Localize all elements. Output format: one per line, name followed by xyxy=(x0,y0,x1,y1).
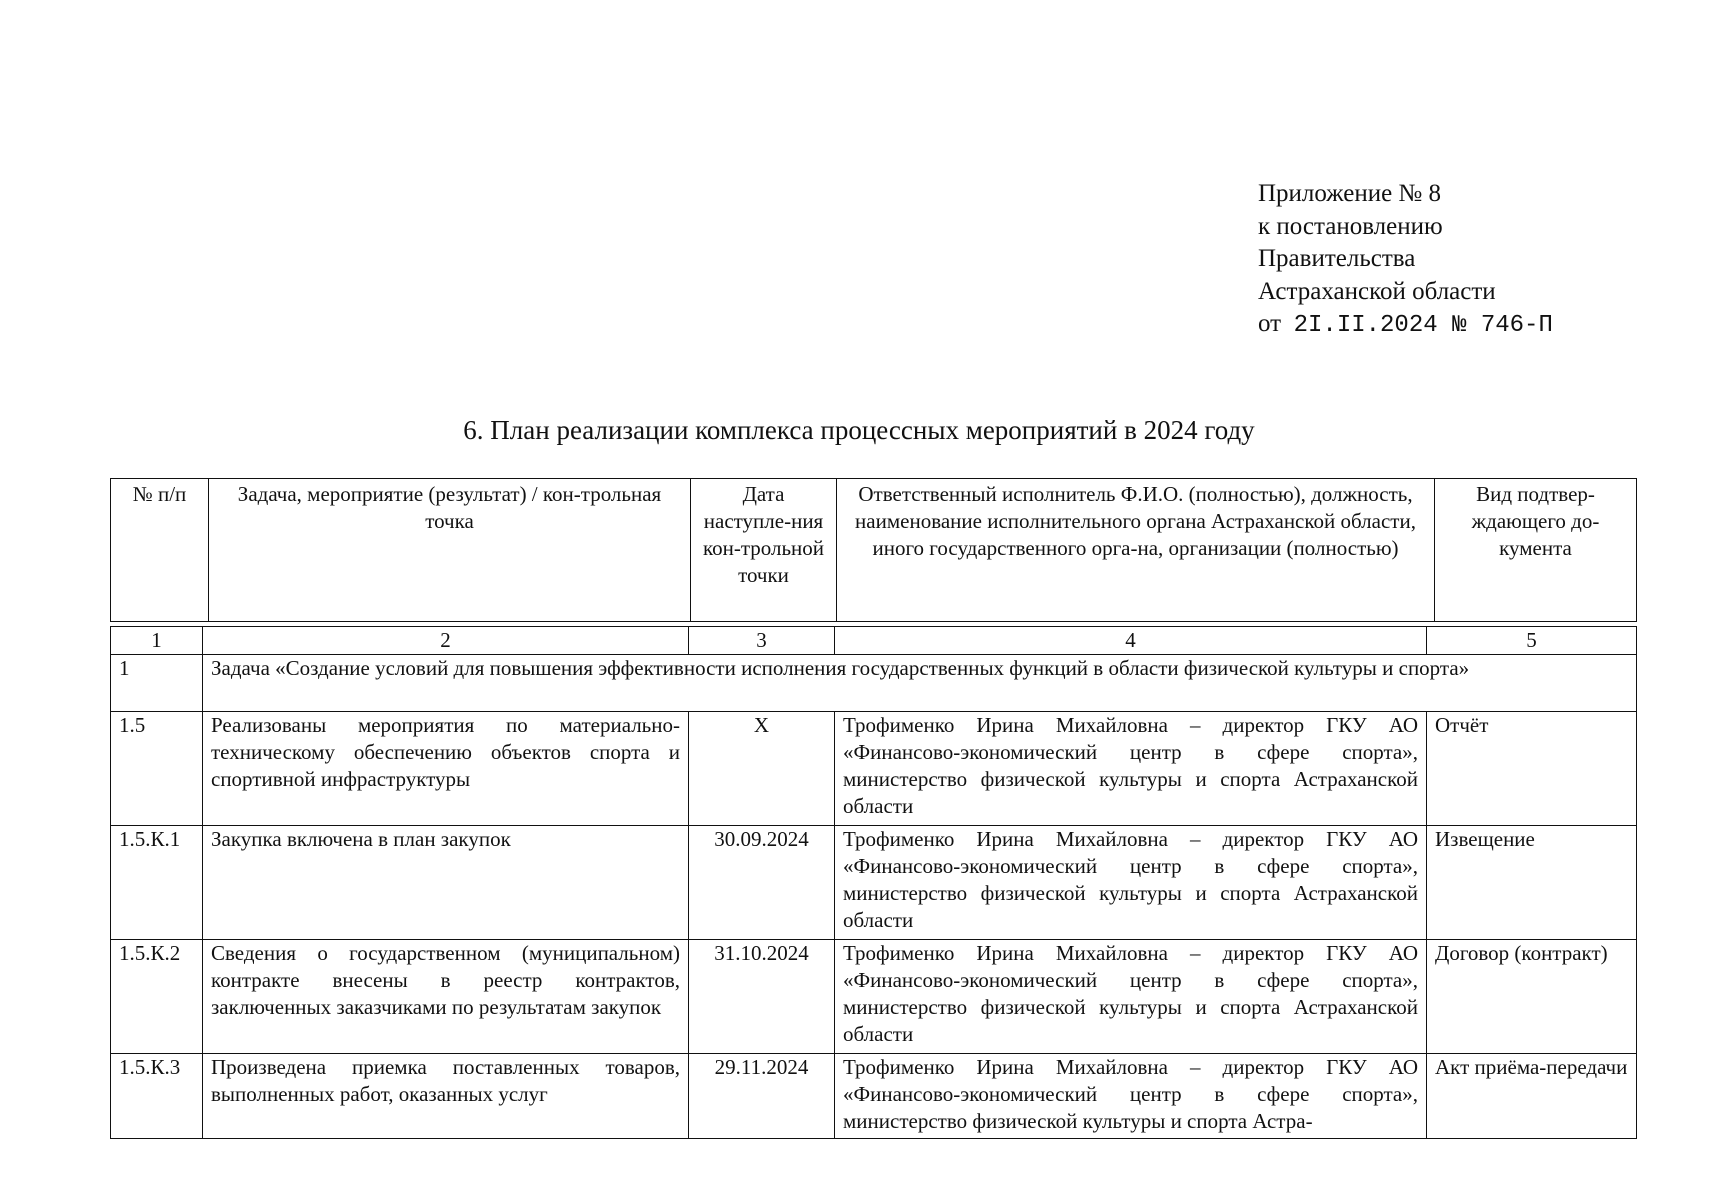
table-row xyxy=(111,940,1637,1054)
header-row xyxy=(111,479,1637,622)
task-row xyxy=(111,655,1637,712)
date-prefix: от xyxy=(1258,310,1282,337)
row-executor: Трофименко Ирина Михайловна – директор ГКУ АО «Финансово-экономический центр в сфере спорта», министерство физической культуры и спорта Астраханской области xyxy=(835,826,1427,940)
row-executor: Трофименко Ирина Михайловна – директор ГКУ АО «Финансово-экономический центр в сфере спорта», министерство физической культуры и спорта Астраханской области xyxy=(835,940,1427,1054)
table-row xyxy=(111,712,1637,826)
column-number-row xyxy=(111,627,1637,655)
column-number: 3 xyxy=(689,627,835,655)
header-doc: Вид подтвер-ждающего до-кумента xyxy=(1435,479,1637,622)
row-event: Реализованы мероприятия по материально-техническому обеспечению объектов спорта и спортивной инфраструктуры xyxy=(203,712,689,826)
task-num: 1 xyxy=(111,655,203,712)
row-date: 31.10.2024 xyxy=(689,940,835,1054)
plan-table xyxy=(110,626,1637,1139)
resolution-label: к постановлению xyxy=(1258,212,1443,240)
column-number: 4 xyxy=(835,627,1427,655)
row-executor xyxy=(835,1054,1427,1139)
row-num: 1.5.К.3 xyxy=(111,1054,203,1139)
row-event: Сведения о государственном (муниципальном) контракте внесены в реестр контрактов, заключенных заказчиками по результатам закупок xyxy=(203,940,689,1054)
approval-stamp xyxy=(1258,178,1553,343)
row-num: 1.5.К.1 xyxy=(111,826,203,940)
column-number: 5 xyxy=(1427,627,1637,655)
table-row xyxy=(111,826,1637,940)
row-doc: Договор (контракт) xyxy=(1427,940,1637,1054)
page-title: 6. План реализации комплекса процессных мероприятий в 2024 году xyxy=(463,415,1255,445)
task-text: Задача «Создание условий для повышения эффективности исполнения государственных функций в области физической культуры и спорта» xyxy=(203,655,1637,712)
region-label: Астраханской области xyxy=(1258,277,1496,305)
row-doc: Извещение xyxy=(1427,826,1637,940)
header-table xyxy=(110,478,1637,622)
row-doc: Отчёт xyxy=(1427,712,1637,826)
row-executor-text: Трофименко Ирина Михайловна – директор ГКУ АО «Финансово-экономический центр в сфере спорта», министерство физической культуры и спорта Астра- xyxy=(843,1055,1418,1133)
column-number: 2 xyxy=(203,627,689,655)
row-num: 1.5.К.2 xyxy=(111,940,203,1054)
header-executor: Ответственный исполнитель Ф.И.О. (полностью), должность, наименование исполнительного органа Астраханской области, иного государственного орга-на, организации (полностью) xyxy=(837,479,1435,622)
appendix-label: Приложение № 8 xyxy=(1258,180,1442,207)
date-value: 2I.II.2024 № 746-П xyxy=(1293,312,1553,339)
row-executor: Трофименко Ирина Михайловна – директор ГКУ АО «Финансово-экономический центр в сфере спорта», министерство физической культуры и спорта Астраханской области xyxy=(835,712,1427,826)
header-date: Дата наступле-ния кон-трольной точки xyxy=(691,479,837,622)
row-date: 30.09.2024 xyxy=(689,826,835,940)
row-date: X xyxy=(689,712,835,826)
government-label: Правительства xyxy=(1258,245,1416,272)
table-row xyxy=(111,1054,1637,1139)
row-num: 1.5 xyxy=(111,712,203,826)
row-event: Произведена приемка поставленных товаров, выполненных работ, оказанных услуг xyxy=(203,1054,689,1139)
header-event: Задача, мероприятие (результат) / кон-трольная точка xyxy=(209,479,691,622)
resolution-date xyxy=(1258,308,1553,343)
row-doc: Акт приёма-передачи xyxy=(1427,1054,1637,1139)
row-date: 29.11.2024 xyxy=(689,1054,835,1139)
column-number: 1 xyxy=(111,627,203,655)
row-event: Закупка включена в план закупок xyxy=(203,826,689,940)
header-num: № п/п xyxy=(111,479,209,622)
